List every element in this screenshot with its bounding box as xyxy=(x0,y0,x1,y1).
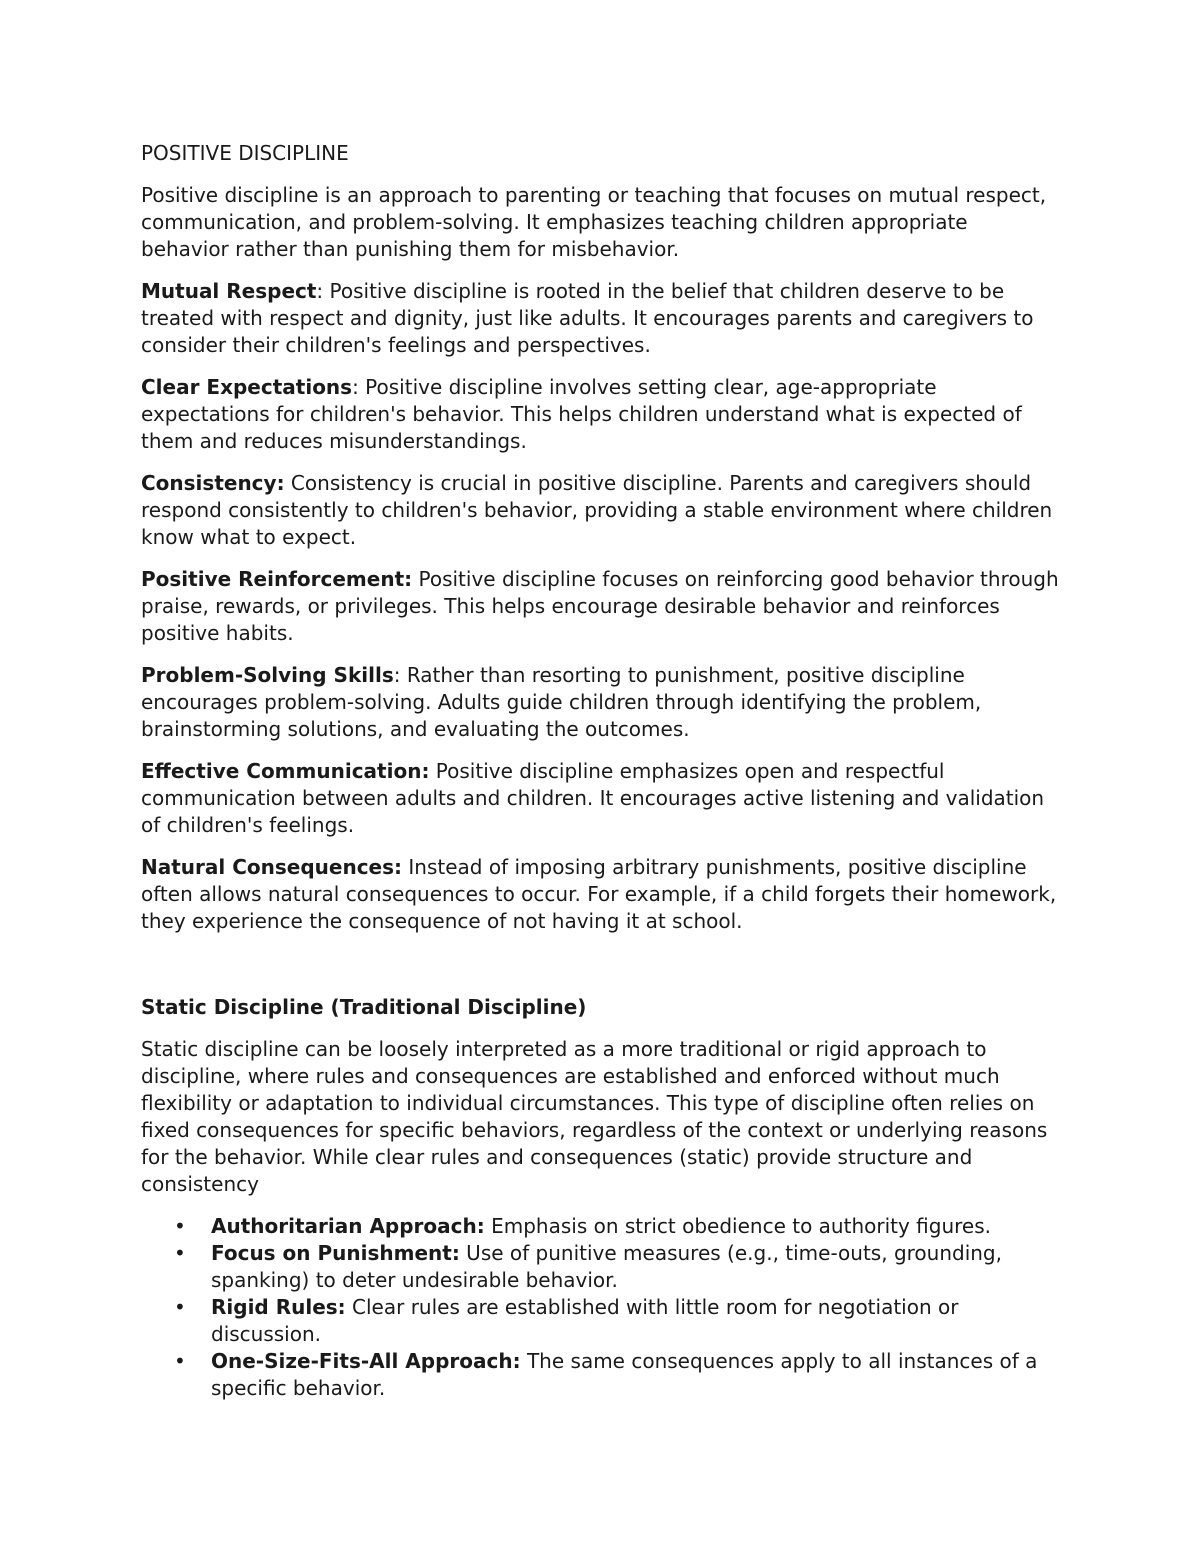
principle-term: Consistency: xyxy=(141,471,285,495)
bullet-term: Rigid Rules: xyxy=(211,1295,346,1319)
bullet-icon: • xyxy=(174,1241,186,1265)
principle-text: Positive discipline focuses on reinforcing good behavior through praise, rewards, or privileges. This helps encourage desirable behavior and reinforces positive habits. xyxy=(141,567,1059,645)
document-title: POSITIVE DISCIPLINE xyxy=(141,141,349,165)
bullet-icon: • xyxy=(174,1214,186,1238)
principle-term: Clear Expectations xyxy=(141,375,353,399)
static-discipline-body: Static discipline can be loosely interpreted as a more traditional or rigid approach to discipline, where rules and consequences are established and enforced without much flexibility or adaptation to individual circumstances. This type of discipline often relies on fixed consequences for specific behaviors, regardless of the context or underlying reasons for the behavior. While clear rules and consequences (static) provide structure and consistency xyxy=(141,1037,1048,1196)
principle-consistency xyxy=(141,470,1060,551)
principle-text: : Rather than resorting to punishment, positive discipline encourages problem-solving. Adults guide children through identifying the problem, brainstorming solutions, and evaluating the outcomes. xyxy=(141,663,982,741)
bullet-text: Use of punitive measures (e.g., time-outs, grounding, spanking) to deter undesirable behavior. xyxy=(211,1241,1002,1292)
static-discipline-bullet-list xyxy=(141,1213,1060,1402)
principle-text: Positive discipline emphasizes open and respectful communication between adults and children. It encourages active listening and validation of children's feelings. xyxy=(141,759,1045,837)
principle-text: : Positive discipline involves setting clear, age-appropriate expectations for children's behavior. This helps children understand what is expected of them and reduces misunderstandings. xyxy=(141,375,1022,453)
principle-text: Consistency is crucial in positive discipline. Parents and caregivers should respond consistently to children's behavior, providing a stable environment where children know what to expect. xyxy=(141,471,1053,549)
intro-paragraph: Positive discipline is an approach to parenting or teaching that focuses on mutual respect, communication, and problem-solving. It emphasizes teaching children appropriate behavior rather than punishing them for misbehavior. xyxy=(141,183,1047,261)
list-item-focus-on-punishment xyxy=(141,1240,1060,1294)
principle-natural-consequences xyxy=(141,854,1060,935)
bullet-icon: • xyxy=(174,1295,186,1319)
bullet-text: Emphasis on strict obedience to authority figures. xyxy=(484,1214,992,1238)
principle-term: Effective Communication: xyxy=(141,759,430,783)
principle-clear-expectations xyxy=(141,374,1060,455)
principle-term: Mutual Respect xyxy=(141,279,317,303)
list-item-one-size-fits-all xyxy=(141,1348,1060,1402)
principle-text: : Positive discipline is rooted in the belief that children deserve to be treated with respect and dignity, just like adults. It encourages parents and caregivers to consider their children's feelings and perspectives. xyxy=(141,279,1034,357)
list-item-authoritarian-approach xyxy=(141,1213,1060,1240)
principle-mutual-respect xyxy=(141,278,1060,359)
bullet-text: The same consequences apply to all instances of a specific behavior. xyxy=(211,1349,1038,1400)
principle-effective-communication xyxy=(141,758,1060,839)
bullet-icon: • xyxy=(174,1349,186,1373)
principle-term: Positive Reinforcement: xyxy=(141,567,413,591)
principle-term: Problem-Solving Skills xyxy=(141,663,394,687)
principle-term: Natural Consequences: xyxy=(141,855,403,879)
principle-positive-reinforcement xyxy=(141,566,1060,647)
list-item-rigid-rules xyxy=(141,1294,1060,1348)
bullet-term: Authoritarian Approach: xyxy=(211,1214,485,1238)
static-discipline-heading: Static Discipline (Traditional Discipline) xyxy=(141,995,587,1019)
bullet-term: One-Size-Fits-All Approach: xyxy=(211,1349,521,1373)
principle-text: Instead of imposing arbitrary punishments, positive discipline often allows natural consequences to occur. For example, if a child forgets their homework, they experience the consequence of not having it at school. xyxy=(141,855,1057,933)
bullet-term: Focus on Punishment: xyxy=(211,1241,460,1265)
principle-problem-solving-skills xyxy=(141,662,1060,743)
bullet-text: Clear rules are established with little room for negotiation or discussion. xyxy=(211,1295,959,1346)
